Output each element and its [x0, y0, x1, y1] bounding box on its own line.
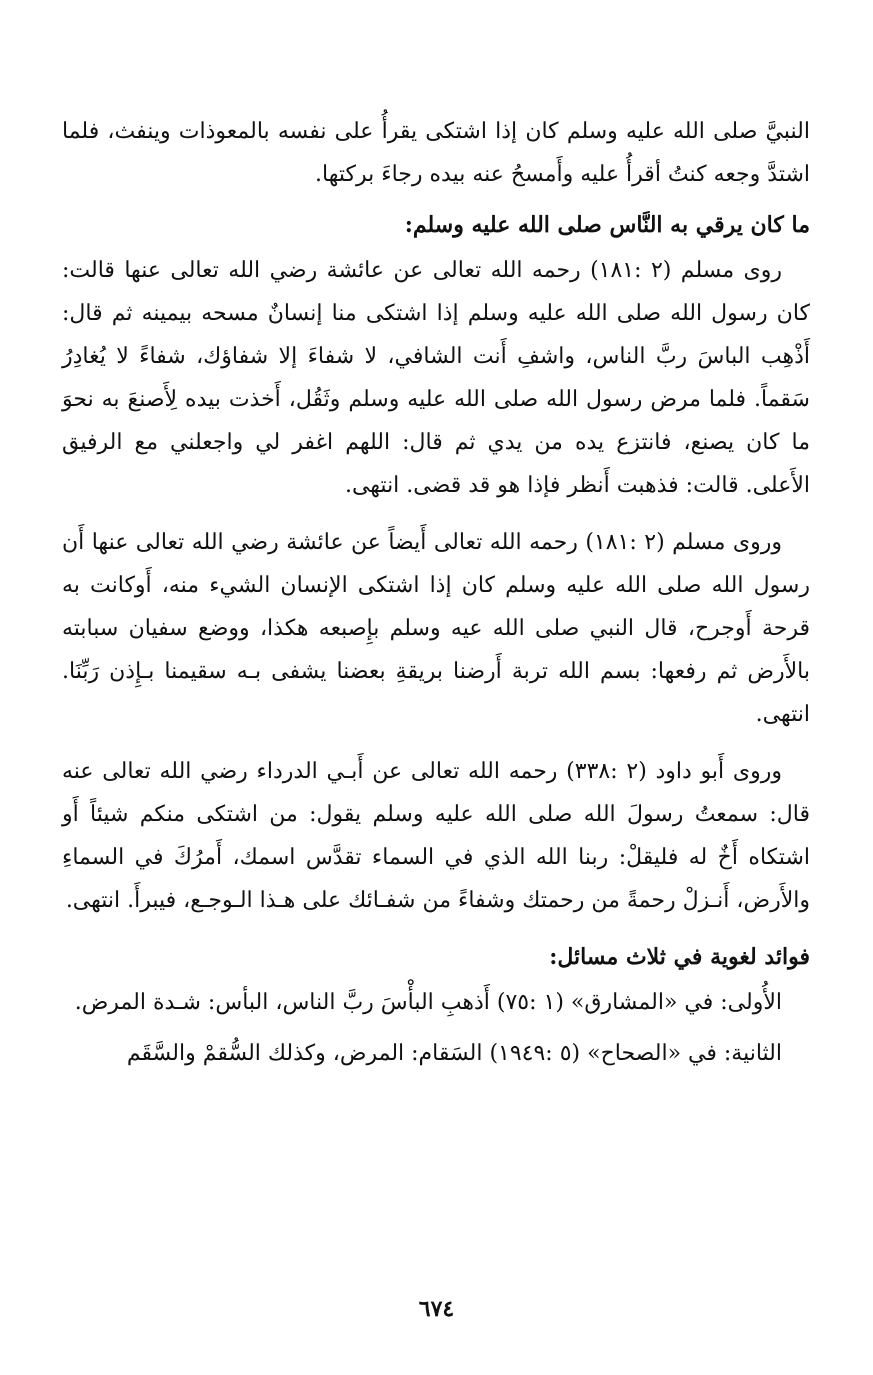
note-paragraph-1: الأُولى: في «المشارق» (١ :٧٥) أَذهبِ البأْسَ ربَّ الناس، البأس: شـدة المرض. [74, 990, 782, 1015]
page-number: ٦٧٤ [418, 1296, 455, 1322]
hadith-paragraph-2: وروى مسلم (٢ :١٨١) رحمه الله تعالى أَيضاً عن عائشة رضي الله تعالى عنها أَن رسول الله صلى الله عليه وسلم كان إذا اشتكى الإنسان الشيء منه، أَوكانت به قرحة أَوجرح، قال النبي صلى الله عيه وسلم بإِصبعه هكذا، ووضع سفيان سبابته بالأَرض ثم رفعها: بسم الله تربة أَرضنا بريقةِ بعضنا يشفى بـه سقيمنا بـإِذن رَبِّنَا. انتهى. [62, 530, 810, 727]
section-heading-ruqya: ما كان يرقي به النَّاس صلى الله عليه وسلم: [404, 212, 810, 238]
hadith-paragraph-3: وروى أَبو داود (٢ :٣٣٨) رحمه الله تعالى عن أَبـي الدرداء رضي الله تعالى عنه قال: سمعتُ رسولَ الله صلى الله عليه وسلم يقول: من اشتكى منكم شيئاً أَو اشتكاه أَخٌ له فليقلْ: ربنا الله الذي في السماء تقدَّس اسمك، أَمرُكَ في السماءِ والأَرض، أَنـزلْ رحمةً من رحمتك وشفاءً من شفـائك على هـذا الـوجـع، فيبرأَ. انتهى. [62, 759, 810, 913]
section-heading-linguistic-notes: فوائد لغوية في ثلاث مسائل: [549, 944, 810, 970]
page-body [62, 110, 810, 1083]
intro-paragraph: النبيَّ صلى الله عليه وسلم كان إذا اشتكى يقرأُ على نفسه بالمعوذات وينفث، فلما اشتدَّ وجعه كنتُ أقرأُ عليه وأَمسحُ عنه بيده رجاءَ بركتها. [62, 119, 810, 187]
note-paragraph-2: الثانية: في «الصحاح» (٥ :١٩٤٩) السَقام: المرض، وكذلك السُّقمْ والسَّقَم [126, 1041, 782, 1066]
hadith-paragraph-1: روى مسلم (٢ :١٨١) رحمه الله تعالى عن عائشة رضي الله تعالى عنها قالت: كان رسول الله صلى الله عليه وسلم إذا اشتكى منا إنسانٌ مسحه بيمينه ثم قال: أَذْهِب الباسَ ربَّ الناس، واشفِ أَنت الشافي، لا شفاءَ إلا شفاؤك، شفاءً لا يُغادِرُ سَقماً. فلما مرض رسول الله صلى الله عليه وسلم وثَقُل، أَخذت بيده لِأَصنعَ به نحوَ ما كان يصنع، فانتزع يده من يدي ثم قال: اللهم اغفر لي واجعلني مع الرفيق الأَعلى. قالت: فذهبت أَنظر فإذا هو قد قضى. انتهى. [62, 258, 810, 498]
